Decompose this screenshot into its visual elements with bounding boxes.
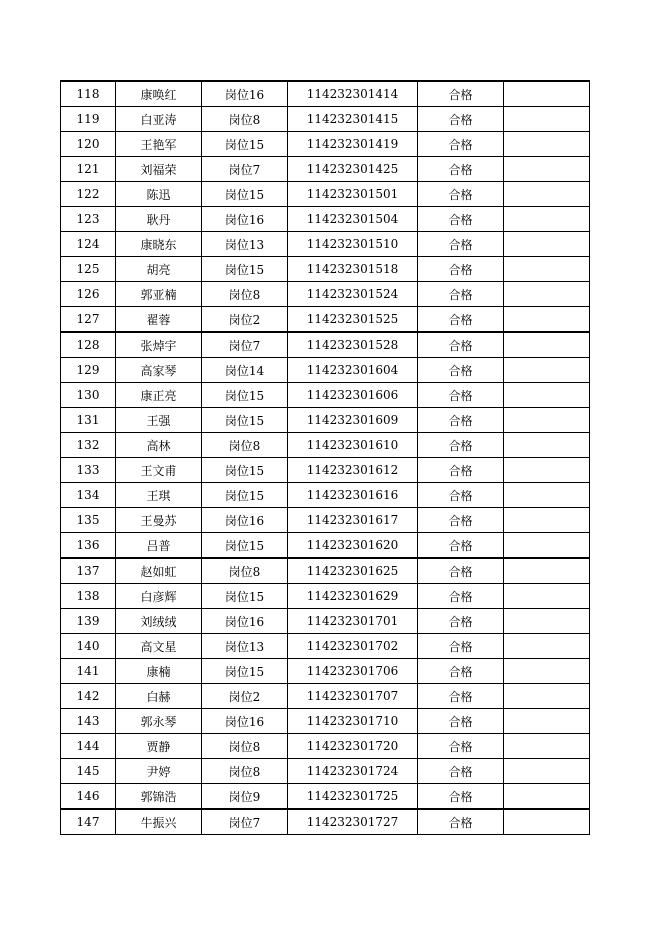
name-cell: 康唤红 — [116, 81, 202, 107]
row-number-cell: 128 — [61, 332, 116, 358]
post-cell: 岗位7 — [202, 809, 288, 835]
remark-cell — [504, 684, 590, 709]
post-cell: 岗位16 — [202, 709, 288, 734]
post-cell: 岗位8 — [202, 433, 288, 458]
post-cell: 岗位15 — [202, 383, 288, 408]
result-cell: 合格 — [418, 182, 504, 207]
name-cell: 高林 — [116, 433, 202, 458]
post-cell: 岗位8 — [202, 558, 288, 584]
table-row — [61, 207, 590, 232]
exam-id-cell: 114232301616 — [288, 483, 418, 508]
table-row — [61, 809, 590, 835]
row-number-cell: 122 — [61, 182, 116, 207]
exam-id-cell: 114232301610 — [288, 433, 418, 458]
post-cell: 岗位2 — [202, 307, 288, 333]
exam-id-cell: 114232301525 — [288, 307, 418, 333]
remark-cell — [504, 232, 590, 257]
row-number-cell: 126 — [61, 282, 116, 307]
exam-id-cell: 114232301524 — [288, 282, 418, 307]
name-cell: 刘绒绒 — [116, 609, 202, 634]
result-cell: 合格 — [418, 332, 504, 358]
table-row — [61, 307, 590, 333]
row-number-cell: 134 — [61, 483, 116, 508]
name-cell: 白赫 — [116, 684, 202, 709]
name-cell: 贾静 — [116, 734, 202, 759]
name-cell: 郭亚楠 — [116, 282, 202, 307]
result-cell: 合格 — [418, 157, 504, 182]
exam-id-cell: 114232301528 — [288, 332, 418, 358]
remark-cell — [504, 157, 590, 182]
result-cell: 合格 — [418, 257, 504, 282]
name-cell: 牛振兴 — [116, 809, 202, 835]
remark-cell — [504, 558, 590, 584]
post-cell: 岗位16 — [202, 81, 288, 107]
remark-cell — [504, 634, 590, 659]
table-row — [61, 157, 590, 182]
remark-cell — [504, 81, 590, 107]
table-row — [61, 784, 590, 810]
remark-cell — [504, 282, 590, 307]
table-row — [61, 132, 590, 157]
result-cell: 合格 — [418, 584, 504, 609]
exam-id-cell: 114232301720 — [288, 734, 418, 759]
row-number-cell: 147 — [61, 809, 116, 835]
name-cell: 翟蓉 — [116, 307, 202, 333]
table-row — [61, 458, 590, 483]
result-cell: 合格 — [418, 483, 504, 508]
name-cell: 陈迅 — [116, 182, 202, 207]
remark-cell — [504, 358, 590, 383]
table-row — [61, 734, 590, 759]
result-cell: 合格 — [418, 533, 504, 559]
name-cell: 张焯宇 — [116, 332, 202, 358]
exam-id-cell: 114232301706 — [288, 659, 418, 684]
remark-cell — [504, 332, 590, 358]
table-row — [61, 609, 590, 634]
name-cell: 白亚涛 — [116, 107, 202, 132]
result-cell: 合格 — [418, 809, 504, 835]
post-cell: 岗位7 — [202, 332, 288, 358]
name-cell: 耿丹 — [116, 207, 202, 232]
row-number-cell: 142 — [61, 684, 116, 709]
table-row — [61, 433, 590, 458]
name-cell: 郭永琴 — [116, 709, 202, 734]
table-row — [61, 81, 590, 107]
remark-cell — [504, 759, 590, 784]
table-row — [61, 383, 590, 408]
exam-id-cell: 114232301724 — [288, 759, 418, 784]
post-cell: 岗位8 — [202, 107, 288, 132]
table-row — [61, 408, 590, 433]
name-cell: 高家琴 — [116, 358, 202, 383]
result-cell: 合格 — [418, 709, 504, 734]
exam-id-cell: 114232301419 — [288, 132, 418, 157]
row-number-cell: 135 — [61, 508, 116, 533]
post-cell: 岗位15 — [202, 408, 288, 433]
result-cell: 合格 — [418, 282, 504, 307]
exam-id-cell: 114232301707 — [288, 684, 418, 709]
post-cell: 岗位16 — [202, 508, 288, 533]
result-cell: 合格 — [418, 307, 504, 333]
remark-cell — [504, 257, 590, 282]
remark-cell — [504, 383, 590, 408]
row-number-cell: 143 — [61, 709, 116, 734]
row-number-cell: 121 — [61, 157, 116, 182]
row-number-cell: 130 — [61, 383, 116, 408]
table-row — [61, 659, 590, 684]
table-row — [61, 182, 590, 207]
post-cell: 岗位16 — [202, 207, 288, 232]
remark-cell — [504, 734, 590, 759]
table-row — [61, 107, 590, 132]
remark-cell — [504, 107, 590, 132]
row-number-cell: 137 — [61, 558, 116, 584]
exam-id-cell: 114232301629 — [288, 584, 418, 609]
result-cell: 合格 — [418, 684, 504, 709]
remark-cell — [504, 132, 590, 157]
exam-id-cell: 114232301604 — [288, 358, 418, 383]
remark-cell — [504, 458, 590, 483]
result-cell: 合格 — [418, 734, 504, 759]
result-cell: 合格 — [418, 132, 504, 157]
name-cell: 刘福荣 — [116, 157, 202, 182]
name-cell: 高文星 — [116, 634, 202, 659]
table-row — [61, 483, 590, 508]
remark-cell — [504, 809, 590, 835]
post-cell: 岗位9 — [202, 784, 288, 810]
post-cell: 岗位15 — [202, 132, 288, 157]
name-cell: 赵如虹 — [116, 558, 202, 584]
exam-id-cell: 114232301414 — [288, 81, 418, 107]
result-cell: 合格 — [418, 81, 504, 107]
table-row — [61, 358, 590, 383]
name-cell: 尹婷 — [116, 759, 202, 784]
table-row — [61, 332, 590, 358]
result-cell: 合格 — [418, 759, 504, 784]
result-cell: 合格 — [418, 408, 504, 433]
table-row — [61, 508, 590, 533]
result-cell: 合格 — [418, 634, 504, 659]
result-cell: 合格 — [418, 609, 504, 634]
table-row — [61, 709, 590, 734]
row-number-cell: 125 — [61, 257, 116, 282]
remark-cell — [504, 207, 590, 232]
row-number-cell: 132 — [61, 433, 116, 458]
row-number-cell: 133 — [61, 458, 116, 483]
name-cell: 康晓东 — [116, 232, 202, 257]
post-cell: 岗位15 — [202, 182, 288, 207]
row-number-cell: 138 — [61, 584, 116, 609]
row-number-cell: 127 — [61, 307, 116, 333]
post-cell: 岗位15 — [202, 458, 288, 483]
row-number-cell: 144 — [61, 734, 116, 759]
name-cell: 王文甫 — [116, 458, 202, 483]
exam-id-cell: 114232301606 — [288, 383, 418, 408]
remark-cell — [504, 533, 590, 559]
post-cell: 岗位13 — [202, 232, 288, 257]
post-cell: 岗位13 — [202, 634, 288, 659]
remark-cell — [504, 709, 590, 734]
post-cell: 岗位15 — [202, 257, 288, 282]
remark-cell — [504, 659, 590, 684]
exam-id-cell: 114232301620 — [288, 533, 418, 559]
table-row — [61, 584, 590, 609]
table-row — [61, 634, 590, 659]
row-number-cell: 123 — [61, 207, 116, 232]
exam-id-cell: 114232301702 — [288, 634, 418, 659]
table-row — [61, 282, 590, 307]
row-number-cell: 136 — [61, 533, 116, 559]
remark-cell — [504, 508, 590, 533]
name-cell: 王曼苏 — [116, 508, 202, 533]
remark-cell — [504, 584, 590, 609]
table-row — [61, 257, 590, 282]
result-cell: 合格 — [418, 383, 504, 408]
name-cell: 王琪 — [116, 483, 202, 508]
remark-cell — [504, 433, 590, 458]
post-cell: 岗位16 — [202, 609, 288, 634]
exam-id-cell: 114232301415 — [288, 107, 418, 132]
table-row — [61, 684, 590, 709]
row-number-cell: 129 — [61, 358, 116, 383]
post-cell: 岗位15 — [202, 659, 288, 684]
result-cell: 合格 — [418, 107, 504, 132]
row-number-cell: 131 — [61, 408, 116, 433]
result-cell: 合格 — [418, 458, 504, 483]
result-cell: 合格 — [418, 207, 504, 232]
table-row — [61, 558, 590, 584]
result-cell: 合格 — [418, 558, 504, 584]
table-row — [61, 759, 590, 784]
post-cell: 岗位8 — [202, 734, 288, 759]
exam-id-cell: 114232301727 — [288, 809, 418, 835]
result-cell: 合格 — [418, 784, 504, 810]
exam-id-cell: 114232301625 — [288, 558, 418, 584]
row-number-cell: 118 — [61, 81, 116, 107]
table-row — [61, 533, 590, 559]
remark-cell — [504, 182, 590, 207]
row-number-cell: 124 — [61, 232, 116, 257]
exam-id-cell: 114232301725 — [288, 784, 418, 810]
remark-cell — [504, 784, 590, 810]
exam-id-cell: 114232301504 — [288, 207, 418, 232]
exam-id-cell: 114232301609 — [288, 408, 418, 433]
exam-id-cell: 114232301501 — [288, 182, 418, 207]
table-row — [61, 232, 590, 257]
row-number-cell: 140 — [61, 634, 116, 659]
post-cell: 岗位7 — [202, 157, 288, 182]
exam-id-cell: 114232301510 — [288, 232, 418, 257]
name-cell: 胡亮 — [116, 257, 202, 282]
post-cell: 岗位15 — [202, 483, 288, 508]
remark-cell — [504, 307, 590, 333]
exam-id-cell: 114232301710 — [288, 709, 418, 734]
name-cell: 郭锦浩 — [116, 784, 202, 810]
results-table-body — [61, 81, 590, 835]
result-cell: 合格 — [418, 433, 504, 458]
results-table — [60, 80, 590, 835]
result-cell: 合格 — [418, 659, 504, 684]
exam-id-cell: 114232301617 — [288, 508, 418, 533]
result-cell: 合格 — [418, 358, 504, 383]
name-cell: 王强 — [116, 408, 202, 433]
result-cell: 合格 — [418, 508, 504, 533]
name-cell: 王艳军 — [116, 132, 202, 157]
name-cell: 康楠 — [116, 659, 202, 684]
remark-cell — [504, 609, 590, 634]
row-number-cell: 145 — [61, 759, 116, 784]
post-cell: 岗位8 — [202, 282, 288, 307]
exam-id-cell: 114232301701 — [288, 609, 418, 634]
exam-id-cell: 114232301612 — [288, 458, 418, 483]
row-number-cell: 120 — [61, 132, 116, 157]
name-cell: 吕普 — [116, 533, 202, 559]
row-number-cell: 146 — [61, 784, 116, 810]
row-number-cell: 119 — [61, 107, 116, 132]
post-cell: 岗位8 — [202, 759, 288, 784]
remark-cell — [504, 408, 590, 433]
row-number-cell: 139 — [61, 609, 116, 634]
name-cell: 白彦辉 — [116, 584, 202, 609]
post-cell: 岗位15 — [202, 584, 288, 609]
exam-id-cell: 114232301425 — [288, 157, 418, 182]
post-cell: 岗位2 — [202, 684, 288, 709]
remark-cell — [504, 483, 590, 508]
post-cell: 岗位14 — [202, 358, 288, 383]
post-cell: 岗位15 — [202, 533, 288, 559]
result-cell: 合格 — [418, 232, 504, 257]
name-cell: 康正亮 — [116, 383, 202, 408]
row-number-cell: 141 — [61, 659, 116, 684]
exam-id-cell: 114232301518 — [288, 257, 418, 282]
